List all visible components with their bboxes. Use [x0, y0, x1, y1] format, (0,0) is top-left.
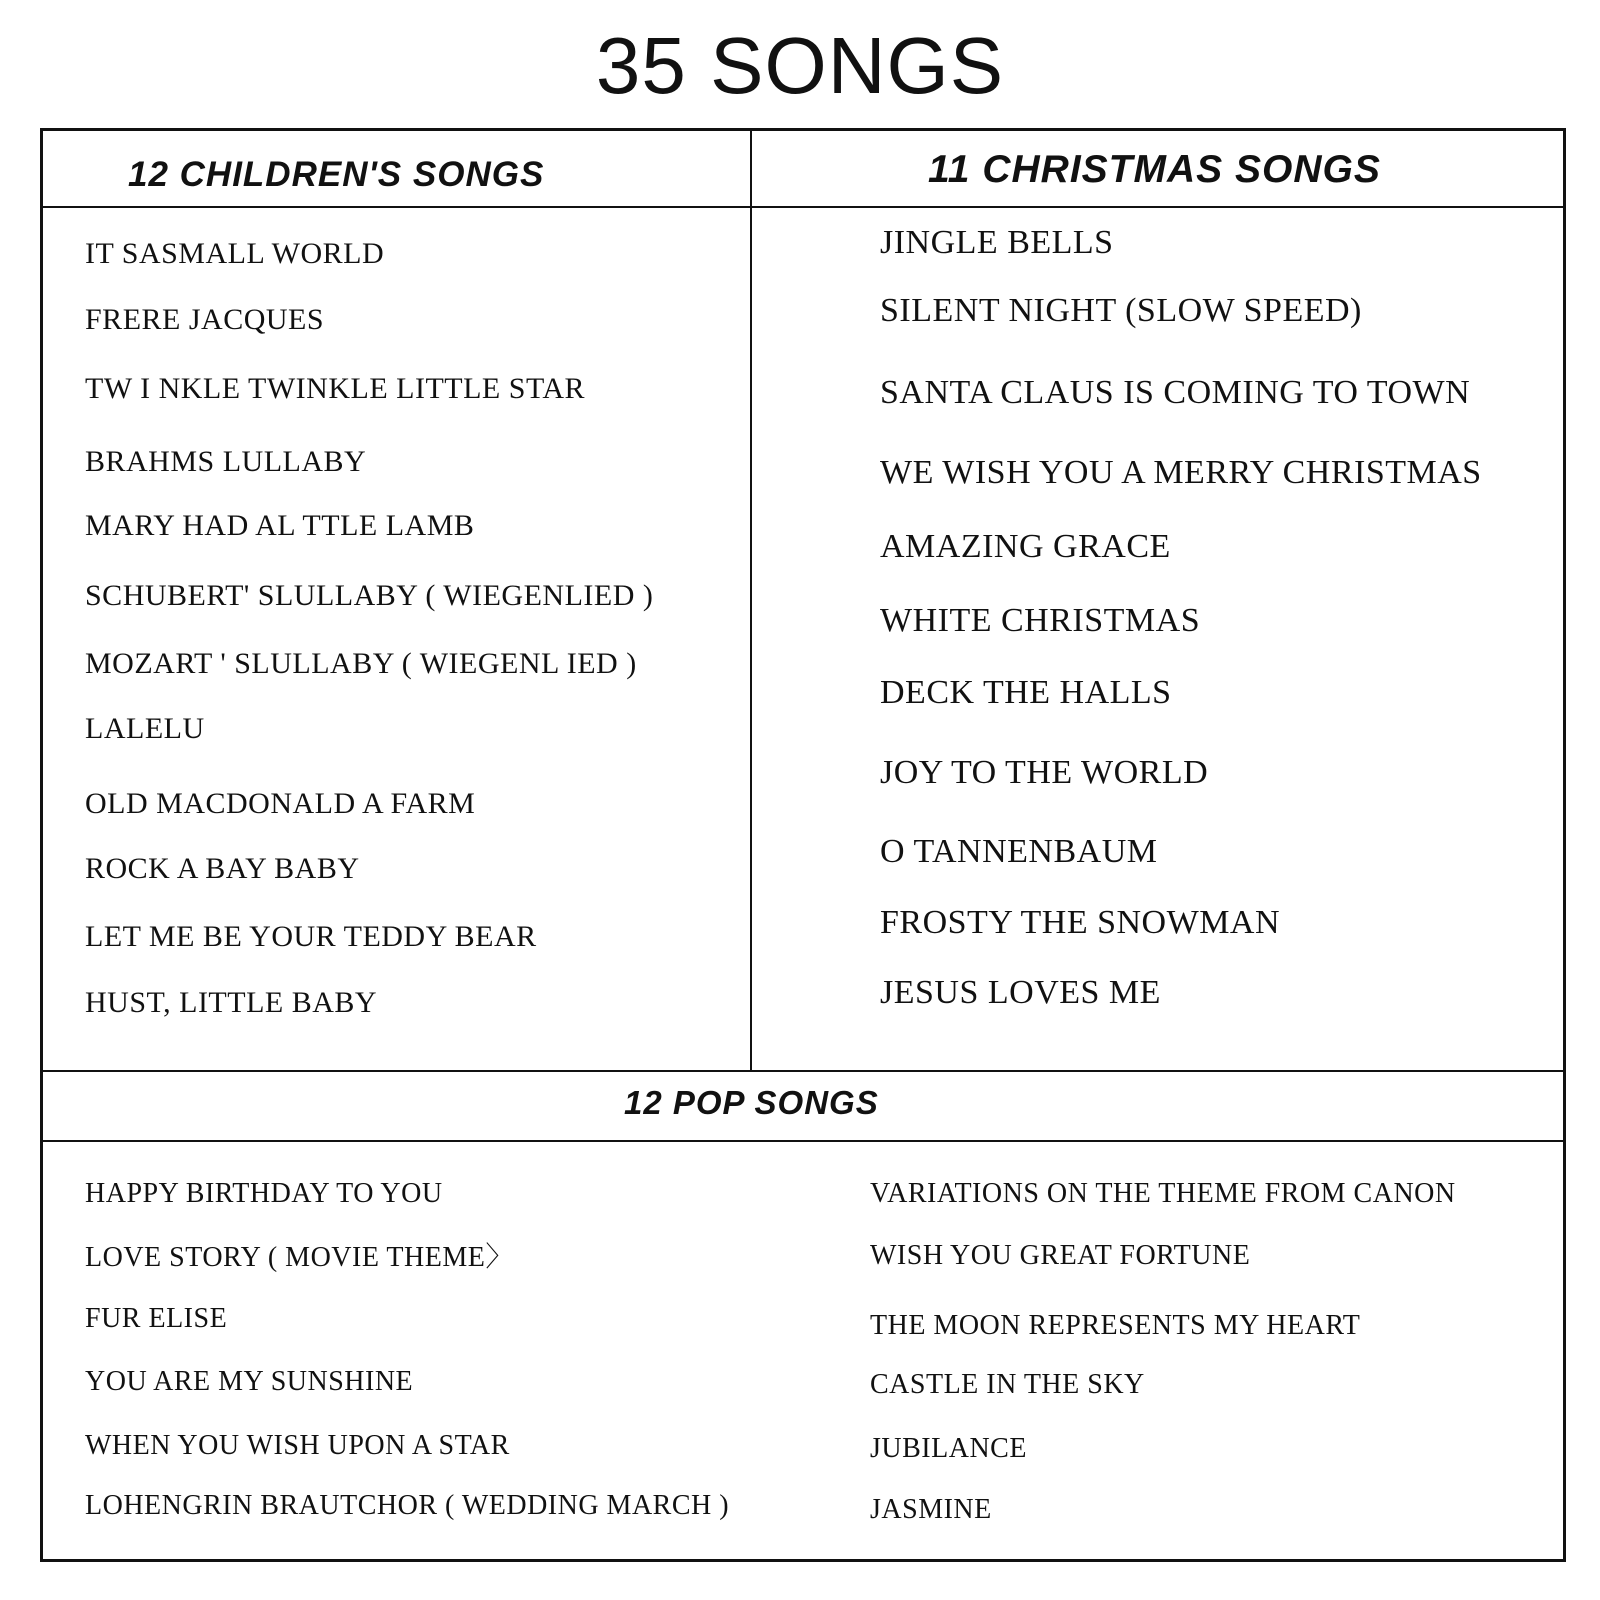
divider: [40, 1070, 1566, 1072]
children-song: OLD MACDONALD A FARM: [85, 787, 476, 820]
christmas-song: SANTA CLAUS IS COMING TO TOWN: [880, 374, 1471, 411]
pop-song: LOHENGRIN BRAUTCHOR ( WEDDING MARCH ): [85, 1490, 730, 1521]
pop-song: JUBILANCE: [870, 1433, 1027, 1464]
pop-song: VARIATIONS ON THE THEME FROM CANON: [870, 1178, 1456, 1209]
pop-song: LOVE STORY ( MOVIE THEME〉: [85, 1242, 514, 1273]
pop-song: THE MOON REPRESENTS MY HEART: [870, 1310, 1361, 1341]
christmas-song: DECK THE HALLS: [880, 674, 1172, 711]
pop-song: HAPPY BIRTHDAY TO YOU: [85, 1178, 443, 1209]
children-song: IT SASMALL WORLD: [85, 237, 385, 270]
christmas-song: SILENT NIGHT (SLOW SPEED): [880, 292, 1362, 329]
pop-songs-heading: 12 POP SONGS: [624, 1084, 879, 1121]
page-title: 35 SONGS: [595, 21, 1005, 110]
christmas-song: WE WISH YOU A MERRY CHRISTMAS: [880, 454, 1482, 491]
christmas-song: JINGLE BELLS: [880, 224, 1114, 261]
children-song: MOZART ' SLULLABY ( WIEGENL IED ): [85, 647, 637, 680]
divider: [750, 128, 752, 1071]
pop-song: CASTLE IN THE SKY: [870, 1369, 1145, 1400]
children-song: SCHUBERT' SLULLABY ( WIEGENLIED ): [85, 579, 654, 612]
pop-song: WISH YOU GREAT FORTUNE: [870, 1240, 1251, 1271]
children-songs-heading: 12 CHILDREN'S SONGS: [128, 155, 545, 194]
children-song: MARY HAD AL TTLE LAMB: [85, 509, 475, 542]
christmas-song: JOY TO THE WORLD: [880, 754, 1209, 791]
christmas-song: JESUS LOVES ME: [880, 974, 1161, 1011]
christmas-song: O TANNENBAUM: [880, 833, 1158, 870]
children-song: LALELU: [85, 712, 205, 745]
children-song: BRAHMS LULLABY: [85, 445, 367, 478]
children-song: LET ME BE YOUR TEDDY BEAR: [85, 920, 537, 953]
christmas-songs-heading: 11 CHRISTMAS SONGS: [928, 148, 1381, 191]
children-song: ROCK A BAY BABY: [85, 852, 360, 885]
pop-song: YOU ARE MY SUNSHINE: [85, 1366, 414, 1397]
children-song: HUST, LITTLE BABY: [85, 986, 378, 1019]
christmas-song: WHITE CHRISTMAS: [880, 602, 1201, 639]
divider: [40, 206, 1566, 208]
pop-song: WHEN YOU WISH UPON A STAR: [85, 1430, 510, 1461]
pop-song: JASMINE: [870, 1494, 992, 1525]
children-song: TW I NKLE TWINKLE LITTLE STAR: [85, 372, 586, 405]
song-table: [40, 128, 1566, 1562]
pop-song: FUR ELISE: [85, 1303, 228, 1334]
children-song: FRERE JACQUES: [85, 303, 325, 336]
christmas-song: FROSTY THE SNOWMAN: [880, 904, 1281, 941]
divider: [40, 1140, 1566, 1142]
christmas-song: AMAZING GRACE: [880, 528, 1171, 565]
